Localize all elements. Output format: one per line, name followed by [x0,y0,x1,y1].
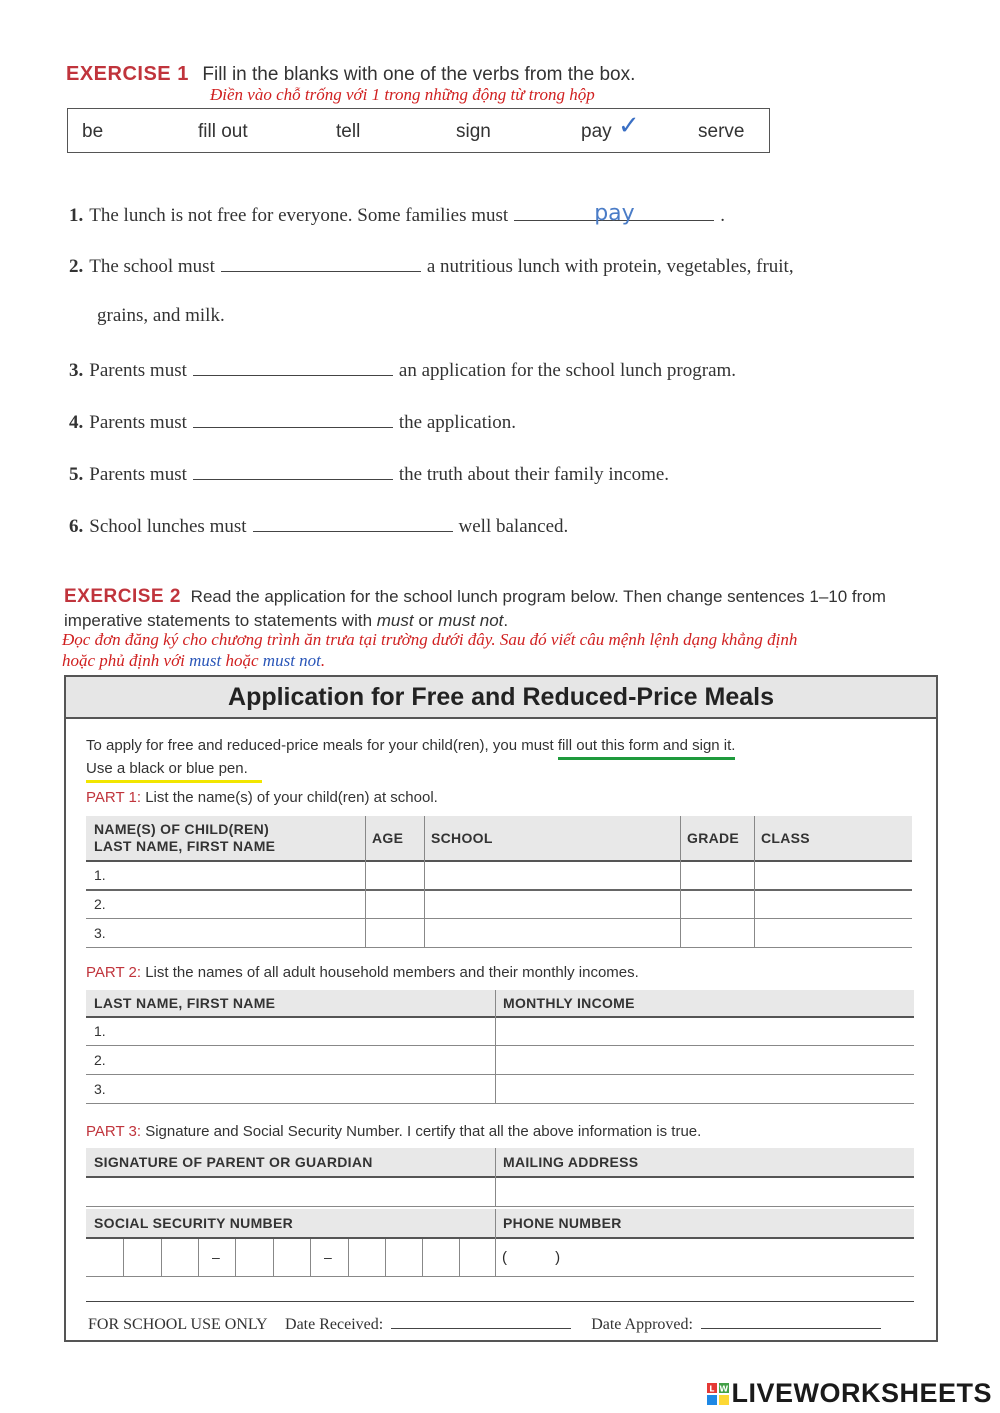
mailing-address-header: MAILING ADDRESS [503,1154,639,1170]
item-text-after: the application. [398,412,517,433]
item-number: 1. [69,205,84,226]
answer-blank-4[interactable] [193,409,393,428]
divider [198,1239,199,1276]
school-use-label: FOR SCHOOL USE ONLY [88,1316,268,1333]
phone-open-paren: ( [502,1249,507,1266]
item-number: 2. [69,256,84,277]
exercise2-instruction-vi-2 [62,651,325,671]
divider [86,889,912,891]
item-text-before: The school must [89,256,215,277]
part2-heading [86,964,639,981]
intro-text: To apply for free and reduced-price meals for your child(ren), you must [86,737,554,754]
intro-highlight-green: fill out this form and sign it. [558,737,736,760]
logo-letter-l: L [709,1384,716,1394]
date-approved-field[interactable] [701,1310,881,1329]
divider [495,1209,496,1276]
word-pay: pay [581,121,612,142]
vi-must: must [189,651,222,670]
part1-col-age: AGE [372,830,404,846]
word-tell: tell [336,121,361,142]
checkmark-icon: ✓ [618,111,640,141]
divider [86,1276,914,1277]
exercise1-instruction-vi: Điền vào chỗ trống với 1 trong những động từ trong hộp [210,85,595,104]
exercise2-label: EXERCISE 2 [64,586,181,607]
part2-row-2: 2. [94,1052,106,1068]
application-form [64,675,938,1342]
item-number: 4. [69,412,84,433]
divider [86,918,912,919]
vi-period: . [320,651,326,670]
divider [123,1239,124,1276]
date-received-field[interactable] [391,1310,571,1329]
word-sign: sign [456,121,491,142]
part3-text: Signature and Social Security Number. I certify that all the above information is true. [145,1123,702,1140]
exercise2-heading [64,586,886,608]
part1-col-school: SCHOOL [431,830,493,846]
divider [86,1103,914,1104]
divider [459,1239,460,1276]
part1-row-2: 2. [94,896,106,912]
part2-col-income: MONTHLY INCOME [503,995,635,1011]
answer-blank-6[interactable] [253,513,453,532]
exercise1-item-3 [69,357,736,382]
form-intro-line2: Use a black or blue pen. [86,760,262,783]
part1-text: List the name(s) of your child(ren) at school. [145,789,438,806]
divider [86,1301,914,1302]
part2-header [86,990,914,1016]
divider [273,1239,274,1276]
item-text-before: Parents must [89,412,187,433]
date-received-label: Date Received: [285,1316,384,1333]
vi-text: hoặc phủ định với [62,651,185,670]
item-text-before: The lunch is not free for everyone. Some families must [89,205,509,226]
answer-text-1: pay [594,201,635,226]
part1-col-class: CLASS [761,830,810,846]
part3-label: PART 3: [86,1123,142,1140]
answer-blank-5[interactable] [193,461,393,480]
divider [424,816,425,947]
must-not-word: must not [438,611,504,630]
exercise1-heading [66,63,635,86]
phone-field[interactable] [502,1249,560,1266]
word-fill-out: fill out [198,121,248,142]
item-number: 5. [69,464,84,485]
exercise1-item-5 [69,461,669,486]
divider [86,1074,914,1075]
part1-row-3: 3. [94,925,106,941]
part1-col-name [94,821,275,855]
word-serve: serve [698,121,745,142]
divider [680,816,681,947]
exercise1-item-6 [69,513,568,538]
part1-header [86,816,912,860]
divider [754,816,755,947]
ssn-dash-1: – [212,1249,220,1265]
col-name-line2: LAST NAME, FIRST NAME [94,838,276,854]
form-title: Application for Free and Reduced-Price Meals [66,677,936,719]
divider [86,1016,914,1018]
divider [310,1239,311,1276]
item-number: 6. [69,516,84,537]
answer-blank-2[interactable] [221,253,421,272]
answer-blank-1[interactable] [514,201,714,226]
vi-or: hoặc [225,651,259,670]
date-approved-label: Date Approved: [591,1316,693,1333]
item-text-before: Parents must [89,464,187,485]
item-text-after: . [720,205,725,226]
divider [161,1239,162,1276]
divider [348,1239,349,1276]
divider [365,816,366,947]
part2-text: List the names of all adult household members and their monthly incomes. [145,964,639,981]
liveworksheets-logo [707,1378,992,1409]
exercise1-item-2 [69,253,794,278]
answer-blank-3[interactable] [193,357,393,376]
part2-label: PART 2: [86,964,142,981]
divider [385,1239,386,1276]
part1-heading [86,789,438,806]
instruction-text: imperative statements to statements with [64,611,373,630]
exercise1-item-4 [69,409,516,434]
item-text-after: an application for the school lunch program. [398,360,737,381]
phone-close-paren: ) [555,1249,561,1266]
exercise1-item-1 [69,202,725,227]
item-text-after: well balanced. [458,516,569,537]
divider [422,1239,423,1276]
school-use-row [88,1310,887,1334]
phone-header: PHONE NUMBER [503,1215,622,1231]
signature-header: SIGNATURE OF PARENT OR GUARDIAN [94,1154,373,1170]
part3-heading [86,1123,701,1140]
word-be: be [82,121,104,142]
divider [235,1239,236,1276]
must-word: must [376,611,414,630]
divider [86,860,912,862]
item-text-before: Parents must [89,360,187,381]
item-text-before: School lunches must [89,516,247,537]
divider [86,1045,914,1046]
part3-header-1 [86,1148,914,1176]
part1-label: PART 1: [86,789,142,806]
ssn-header: SOCIAL SECURITY NUMBER [94,1215,293,1231]
item-text-after: the truth about their family income. [398,464,670,485]
vi-must-not: must not [262,651,321,670]
divider [86,947,912,948]
form-intro [86,737,735,754]
part2-col-name: LAST NAME, FIRST NAME [94,995,276,1011]
item-text-after: a nutritious lunch with protein, vegetables, fruit, [426,256,794,277]
exercise2-instruction-2 [64,611,508,631]
exercise1-item-2-cont: grains, and milk. [97,305,225,326]
exercise1-instruction: Fill in the blanks with one of the verbs from the box. [202,64,636,85]
part1-row-1: 1. [94,867,106,883]
part3-header-2 [86,1209,914,1237]
part2-row-1: 1. [94,1023,106,1039]
col-name-line1: NAME(S) OF CHILD(REN) [94,821,270,837]
liveworksheets-logo-icon [707,1383,729,1405]
divider [495,990,496,1103]
mailing-address-field[interactable] [496,1178,914,1205]
part2-row-3: 3. [94,1081,106,1097]
divider [86,1237,914,1239]
signature-field[interactable] [86,1178,494,1205]
period: . [503,611,509,630]
item-number: 3. [69,360,84,381]
logo-text: LIVEWORKSHEETS [731,1378,992,1408]
part1-col-grade: GRADE [687,830,740,846]
or-word: or [418,611,434,630]
exercise2-instruction-vi-1: Đọc đơn đăng ký cho chương trình ăn trưa tại trường dưới đây. Sau đó viết câu mệnh lệnh dạng khẳng định [62,630,798,649]
word-box [67,108,770,153]
exercise1-label: EXERCISE 1 [66,63,189,85]
ssn-dash-2: – [324,1249,332,1265]
logo-letter-w: W [719,1384,730,1394]
exercise2-instruction-1: Read the application for the school lunch program below. Then change sentences 1–10 from [190,587,886,606]
divider [86,1206,914,1207]
